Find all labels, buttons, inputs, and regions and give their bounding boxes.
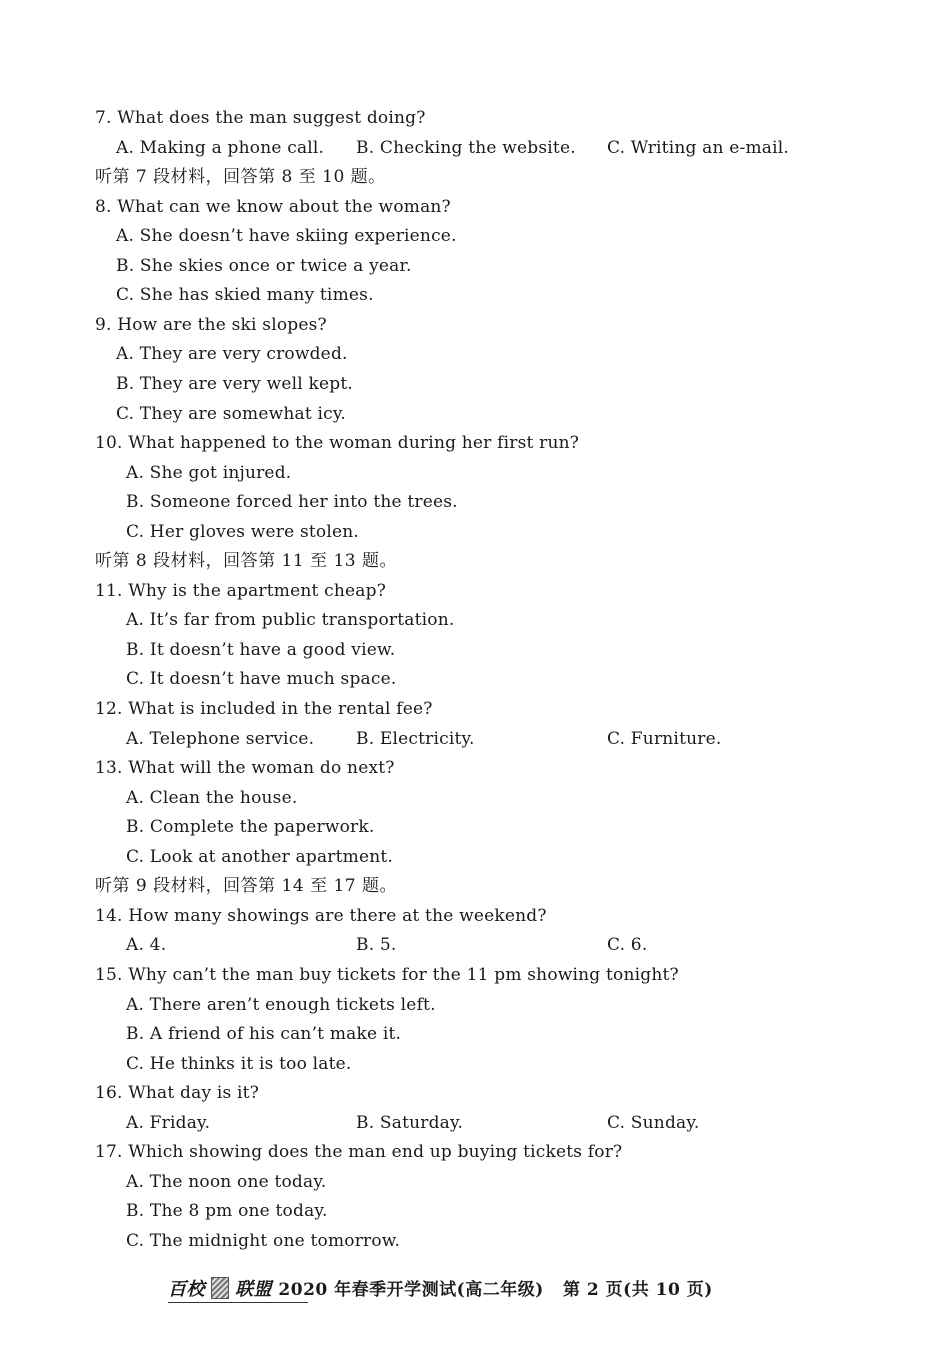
answer-option: A. Clean the house.	[126, 787, 298, 808]
question-text: 10. What happened to the woman during her first run?	[95, 433, 580, 454]
answer-option: B. 5.	[356, 935, 397, 956]
answer-option: A. Making a phone call.	[116, 137, 325, 158]
answer-option: B. Someone forced her into the trees.	[126, 492, 458, 513]
answer-option: C. 6.	[607, 935, 648, 956]
question-text: 15. Why can’t the man buy tickets for the 11 pm showing tonight?	[95, 964, 679, 985]
answer-option: C. It doesn’t have much space.	[126, 669, 397, 690]
answer-option: A. They are very crowded.	[116, 344, 348, 365]
logo-icon	[211, 1277, 229, 1299]
answer-option: B. A friend of his can’t make it.	[126, 1024, 402, 1045]
answer-option: B. Electricity.	[356, 728, 475, 749]
brand-right: 联盟	[235, 1279, 272, 1300]
question-text: 17. Which showing does the man end up buying tickets for?	[95, 1142, 623, 1163]
question-text: 11. Why is the apartment cheap?	[95, 580, 387, 601]
answer-option: B. Saturday.	[356, 1112, 464, 1133]
answer-option: C. He thinks it is too late.	[126, 1053, 352, 1074]
answer-option: C. Sunday.	[607, 1112, 700, 1133]
question-text: 8. What can we know about the woman?	[95, 196, 451, 217]
page-number: 第 2 页(共 10 页)	[563, 1280, 713, 1300]
answer-option: A. 4.	[126, 935, 167, 956]
brand-left: 百校	[168, 1279, 205, 1300]
question-text: 12. What is included in the rental fee?	[95, 699, 433, 719]
answer-option: A. There aren’t enough tickets left.	[126, 994, 436, 1015]
section-instruction: 听第 9 段材料，回答第 14 至 17 题。	[95, 876, 398, 897]
page-footer	[168, 1276, 713, 1304]
answer-option: C. Writing an e-mail.	[607, 137, 790, 158]
answer-option: C. The midnight one tomorrow.	[126, 1230, 401, 1251]
answer-option: B. She skies once or twice a year.	[116, 255, 412, 276]
answer-option: A. She doesn’t have skiing experience.	[116, 226, 457, 247]
section-instruction: 听第 7 段材料，回答第 8 至 10 题。	[95, 167, 386, 188]
question-text: 9. How are the ski slopes?	[95, 314, 327, 335]
answer-option: A. Telephone service.	[126, 728, 315, 749]
question-text: 16. What day is it?	[95, 1083, 260, 1104]
question-text: 14. How many showings are there at the weekend?	[95, 905, 547, 926]
answer-option: B. Checking the website.	[356, 137, 576, 158]
answer-option: B. They are very well kept.	[116, 373, 353, 394]
question-text: 13. What will the woman do next?	[95, 758, 395, 779]
answer-option: C. Her gloves were stolen.	[126, 521, 360, 542]
answer-option: C. Furniture.	[607, 728, 722, 749]
section-instruction: 听第 8 段材料，回答第 11 至 13 题。	[95, 551, 398, 572]
exam-title: 2020 年春季开学测试(高二年级)	[278, 1280, 544, 1300]
answer-option: C. She has skied many times.	[116, 285, 374, 306]
answer-option: A. Friday.	[126, 1112, 211, 1133]
answer-option: B. It doesn’t have a good view.	[126, 639, 396, 660]
footer-divider	[168, 1302, 308, 1303]
answer-option: B. Complete the paperwork.	[126, 817, 375, 838]
question-text: 7. What does the man suggest doing?	[95, 108, 426, 128]
answer-option: B. The 8 pm one today.	[126, 1201, 328, 1222]
answer-option: A. It’s far from public transportation.	[126, 610, 455, 631]
answer-option: A. The noon one today.	[126, 1171, 327, 1192]
answer-option: C. They are somewhat icy.	[116, 403, 347, 424]
answer-option: C. Look at another apartment.	[126, 846, 394, 867]
answer-option: A. She got injured.	[126, 462, 292, 483]
